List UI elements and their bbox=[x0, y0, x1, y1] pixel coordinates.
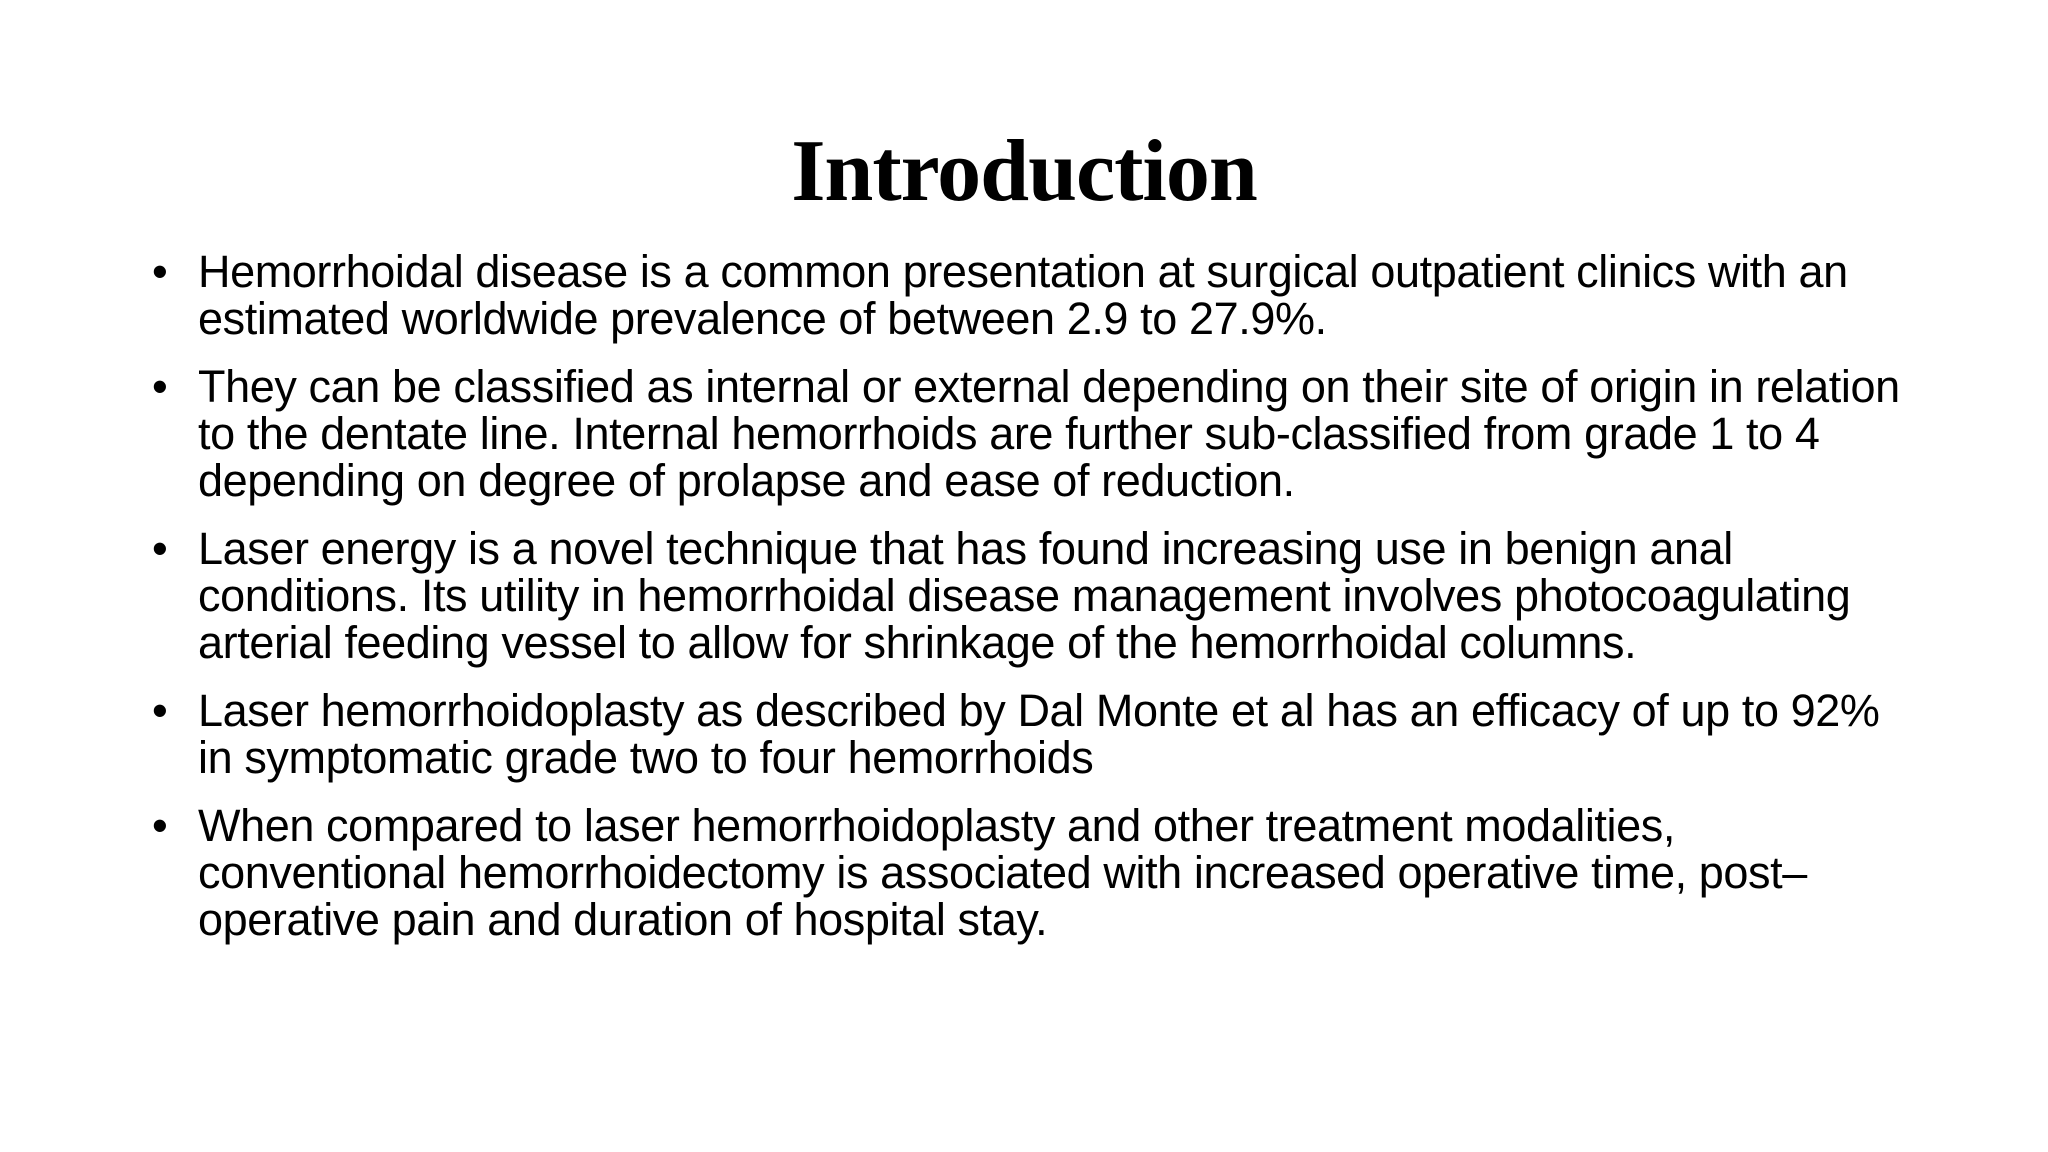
bullet-dot-icon: • bbox=[152, 523, 168, 574]
bullet-dot-icon: • bbox=[152, 246, 168, 297]
bullet-dot-icon: • bbox=[152, 800, 168, 851]
bullet-dot-icon: • bbox=[152, 361, 168, 412]
bullet-dot-icon: • bbox=[152, 685, 168, 736]
bullet-item bbox=[150, 248, 1910, 342]
bullet-item bbox=[150, 802, 1910, 943]
bullet-text: They can be classified as internal or external depending on their site of origin in relation to the dentate line. Internal hemorrhoids are further sub-classified from grade 1 to 4 depending on degree of prolapse and ease of reduction. bbox=[198, 361, 1900, 506]
bullet-text: Laser energy is a novel technique that has found increasing use in benign anal conditions. Its utility in hemorrhoidal disease management involves photocoagulating arterial feeding vessel to allow for shrinkage of the hemorrhoidal columns. bbox=[198, 523, 1851, 668]
slide-title: Introduction bbox=[791, 123, 1257, 220]
bullet-list bbox=[150, 248, 1910, 964]
bullet-item bbox=[150, 525, 1910, 666]
bullet-item bbox=[150, 687, 1910, 781]
bullet-text: Hemorrhoidal disease is a common presentation at surgical outpatient clinics with an estimated worldwide prevalence of between 2.9 to 27.9%. bbox=[198, 246, 1848, 344]
bullet-text: Laser hemorrhoidoplasty as described by Dal Monte et al has an efficacy of up to 92% in symptomatic grade two to four hemorrhoids bbox=[198, 685, 1880, 783]
bullet-item bbox=[150, 363, 1910, 504]
bullet-text: When compared to laser hemorrhoidoplasty and other treatment modalities, conventional hemorrhoidectomy is associated with increased operative time, post–operative pain and duration of hospital stay. bbox=[198, 800, 1807, 945]
